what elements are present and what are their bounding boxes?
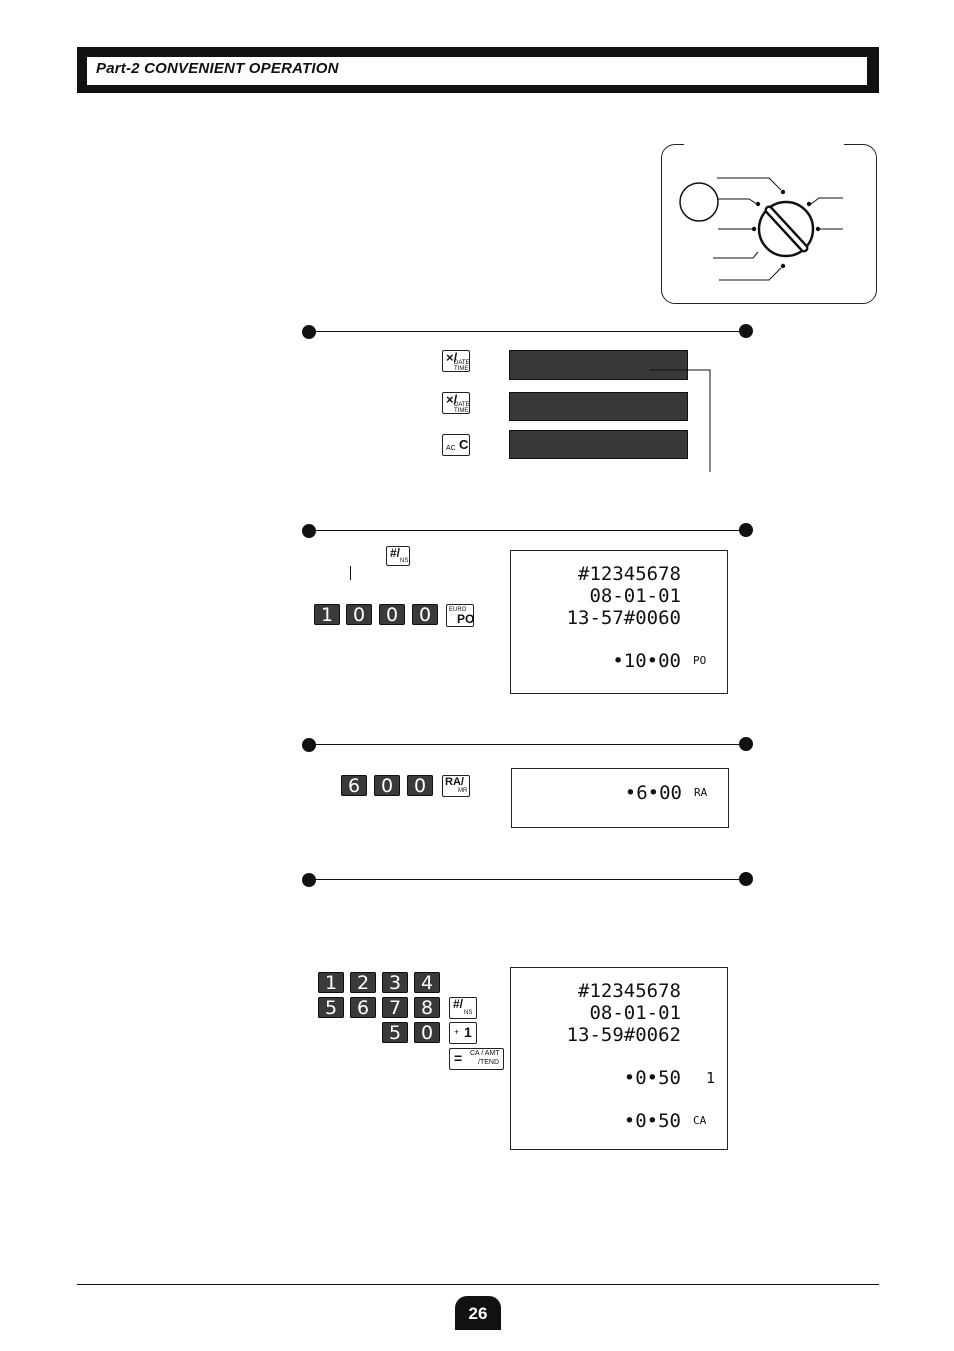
footer-line [77, 1284, 879, 1285]
receipt-line: 08-01-01 [589, 1002, 681, 1024]
receipt-line: 08-01-01 [589, 585, 681, 607]
digit-key[interactable]: 5 [318, 997, 344, 1018]
receipt-line: #12345678 [578, 980, 681, 1002]
digit-key[interactable]: 0 [374, 775, 400, 796]
receipt-1 [510, 550, 728, 694]
section1-start-dot [302, 325, 316, 339]
x-date-time-key-2[interactable]: ×/ DATE TIME [442, 392, 470, 414]
ns-key[interactable]: #/ NS [386, 546, 410, 566]
section2-end-dot [739, 523, 753, 537]
plus1-key[interactable]: + 1 [449, 1022, 477, 1044]
receipt-symbol: PO [693, 654, 707, 667]
ca-amt-tend-key[interactable]: = CA / AMT /TEND [449, 1048, 504, 1070]
section3-end-dot [739, 737, 753, 751]
receipt-qty: 1 [706, 1069, 716, 1087]
section3-line [309, 744, 746, 745]
section3-start-dot [302, 738, 316, 752]
po-key[interactable]: EURO PO [446, 604, 474, 627]
ac-c-key[interactable]: AC C [442, 434, 470, 456]
digit-key[interactable]: 0 [379, 604, 405, 625]
digit-key[interactable]: 6 [350, 997, 376, 1018]
digit-key[interactable]: 0 [346, 604, 372, 625]
receipt-amount: •10•00 [612, 650, 681, 672]
receipt-amount: •0•50 [623, 1067, 681, 1089]
section1-end-dot [739, 324, 753, 338]
digit-key[interactable]: 7 [382, 997, 408, 1018]
ra-key[interactable]: RA/ MR [442, 775, 470, 797]
digit-key[interactable]: 6 [341, 775, 367, 796]
receipt-line: 13-57#0060 [566, 607, 681, 629]
digit-key[interactable]: 8 [414, 997, 440, 1018]
receipt-3 [510, 967, 728, 1150]
digit-key[interactable]: 2 [350, 972, 376, 993]
section4-end-dot [739, 872, 753, 886]
receipt-symbol: RA [694, 786, 708, 799]
ns-key-2[interactable]: #/ NS [449, 997, 477, 1019]
receipt-line: 13-59#0062 [566, 1024, 681, 1046]
mode-switch-diagram [661, 144, 877, 304]
page-header-title: Part-2 CONVENIENT OPERATION [96, 60, 339, 77]
receipt-2 [511, 768, 729, 828]
x-date-time-key[interactable]: ×/ DATE TIME [442, 350, 470, 372]
receipt-amount: •6•00 [624, 782, 682, 804]
section1-line [309, 331, 746, 332]
section4-line [309, 879, 746, 880]
digit-key[interactable]: 3 [382, 972, 408, 993]
receipt-line: #12345678 [578, 563, 681, 585]
digit-key[interactable]: 1 [314, 604, 340, 625]
section4-start-dot [302, 873, 316, 887]
digit-key[interactable]: 0 [412, 604, 438, 625]
receipt-amount: •0•50 [623, 1110, 681, 1132]
digit-key[interactable]: 5 [382, 1022, 408, 1043]
section2-line [309, 530, 746, 531]
digit-key[interactable]: 4 [414, 972, 440, 993]
digit-key[interactable]: 1 [318, 972, 344, 993]
receipt-symbol: CA [693, 1114, 707, 1127]
digit-key[interactable]: 0 [414, 1022, 440, 1043]
page-number: 26 [455, 1296, 501, 1330]
section2-start-dot [302, 524, 316, 538]
marker-tick [350, 566, 351, 580]
mode-key-circle [680, 183, 718, 221]
digit-key[interactable]: 0 [407, 775, 433, 796]
display-leader-line [648, 365, 718, 475]
